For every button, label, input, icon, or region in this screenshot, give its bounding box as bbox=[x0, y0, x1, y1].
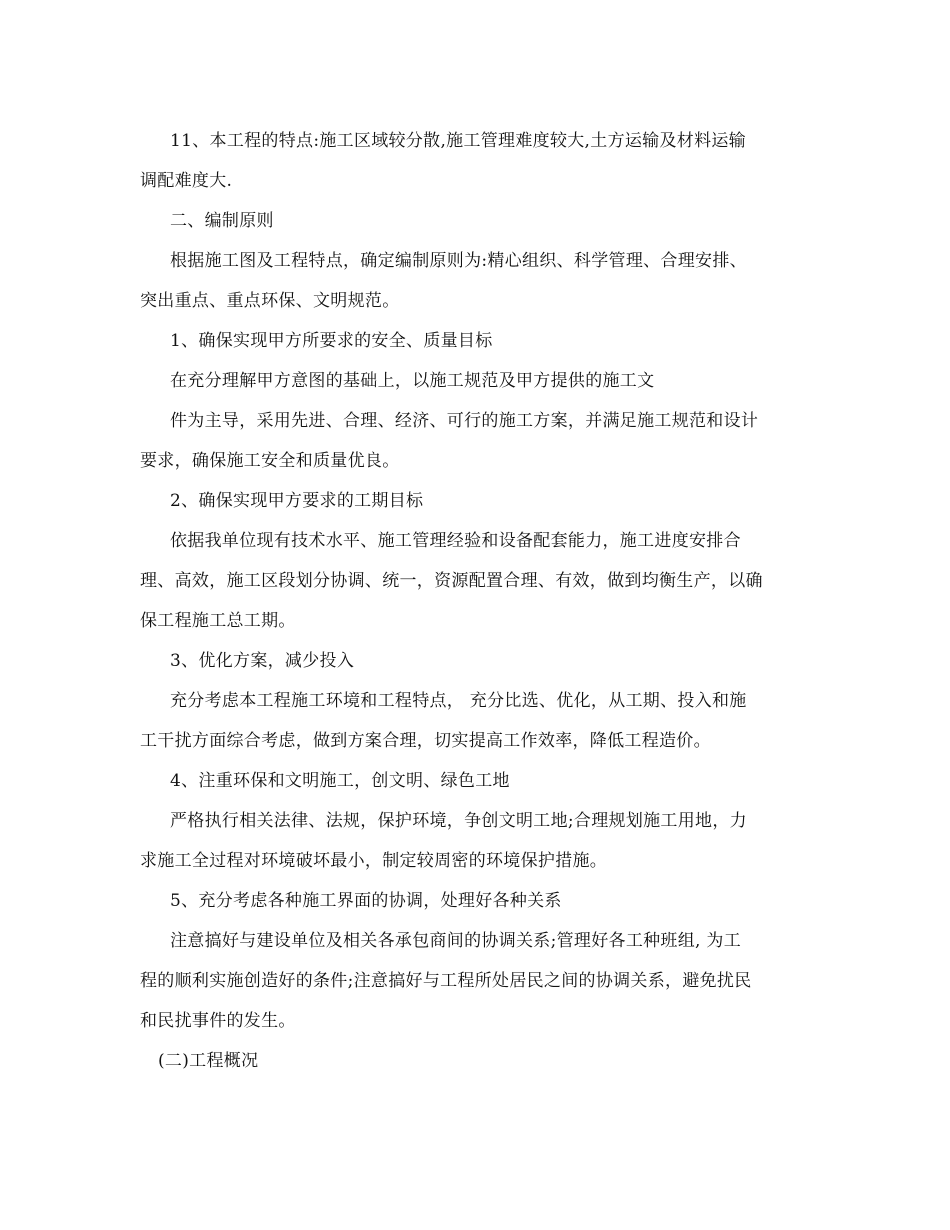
text-line: 根据施工图及工程特点，确定编制原则为:精心组织、科学管理、合理安排、 bbox=[170, 251, 747, 271]
text-line: 保工程施工总工期。 bbox=[140, 611, 296, 631]
subheading-optimization bbox=[140, 641, 812, 681]
text-line: 要求，确保施工安全和质量优良。 bbox=[140, 451, 400, 471]
paragraph-safety-quality-b bbox=[140, 401, 812, 481]
subheading-schedule bbox=[140, 481, 812, 521]
text-line: 注意搞好与建设单位及相关各承包商间的协调关系;管理好各工种班组, 为工 bbox=[170, 931, 742, 951]
text-line: 3、优化方案，减少投入 bbox=[170, 651, 355, 671]
text-line: 在充分理解甲方意图的基础上，以施工规范及甲方提供的施工文 bbox=[170, 371, 655, 391]
paragraph-project-features bbox=[140, 121, 812, 201]
text-line: 充分考虑本工程施工环境和工程特点， 充分比选、优化，从工期、投入和施 bbox=[170, 691, 747, 711]
subheading-safety-quality bbox=[140, 321, 812, 361]
paragraph-principles-intro bbox=[140, 241, 812, 321]
paragraph-safety-quality-a bbox=[140, 361, 812, 401]
paragraph-coordination bbox=[140, 921, 812, 1041]
text-line: 工干扰方面综合考虑，做到方案合理，切实提高工作效率，降低工程造价。 bbox=[140, 731, 711, 751]
text-line: 依据我单位现有技术水平、施工管理经验和设备配套能力，施工进度安排合 bbox=[170, 531, 741, 551]
text-line: 1、确保实现甲方所要求的安全、质量目标 bbox=[170, 331, 493, 351]
document-body bbox=[140, 121, 812, 1081]
text-line: 2、确保实现甲方要求的工期目标 bbox=[170, 491, 424, 511]
text-line: (二)工程概况 bbox=[158, 1051, 259, 1071]
subheading-environment bbox=[140, 761, 812, 801]
text-line: 件为主导，采用先进、合理、经济、可行的施工方案，并满足施工规范和设计 bbox=[170, 411, 759, 431]
text-line: 严格执行相关法律、法规，保护环境，争创文明工地;合理规划施工用地，力 bbox=[170, 811, 747, 831]
subheading-coordination bbox=[140, 881, 812, 921]
paragraph-optimization bbox=[140, 681, 812, 761]
text-line: 11、本工程的特点:施工区域较分散,施工管理难度较大,土方运输及材料运输 bbox=[170, 131, 746, 151]
text-line: 二、编制原则 bbox=[170, 211, 274, 231]
text-line: 求施工全过程对环境破坏最小，制定较周密的环境保护措施。 bbox=[140, 851, 608, 871]
section-heading-principles bbox=[140, 201, 812, 241]
section-heading-overview bbox=[140, 1041, 812, 1081]
paragraph-environment bbox=[140, 801, 812, 881]
paragraph-schedule bbox=[140, 521, 812, 641]
text-line: 理、高效，施工区段划分协调、统一，资源配置合理、有效，做到均衡生产，以确 bbox=[140, 571, 763, 591]
text-line: 突出重点、重点环保、文明规范。 bbox=[140, 291, 400, 311]
text-line: 5、充分考虑各种施工界面的协调，处理好各种关系 bbox=[170, 891, 562, 911]
text-line: 和民扰事件的发生。 bbox=[140, 1011, 296, 1031]
text-line: 调配难度大. bbox=[140, 171, 233, 191]
text-line: 程的顺利实施创造好的条件;注意搞好与工程所处居民之间的协调关系，避免扰民 bbox=[140, 971, 752, 991]
text-line: 4、注重环保和文明施工，创文明、绿色工地 bbox=[170, 771, 510, 791]
